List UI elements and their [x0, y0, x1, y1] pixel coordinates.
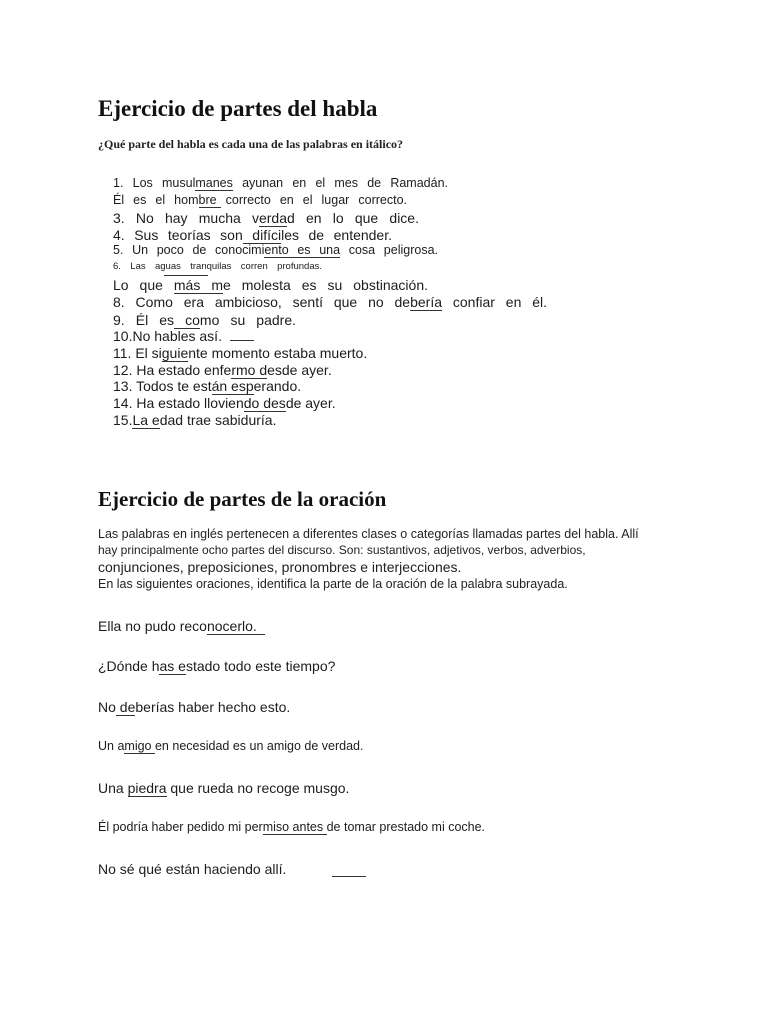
- exercise-item: 4. Sus teorías son difíciles de entender.: [113, 227, 393, 243]
- intro-line: En las siguientes oraciones, identifica la parte de la oración de la palabra subrayada.: [98, 577, 568, 591]
- intro-line: Las palabras en inglés pertenecen a diferentes clases o categorías llamadas partes del habla. Allí: [98, 527, 639, 541]
- answer-blank: [230, 328, 254, 341]
- sentence: Ella no pudo reconocerlo.: [98, 618, 265, 634]
- section1-title: Ejercicio de partes del habla: [98, 96, 378, 121]
- exercise-item: 8. Como era ambicioso, sentí que no debería confiar en él.: [113, 294, 548, 310]
- section2-title: Ejercicio de partes de la oración: [98, 487, 387, 511]
- answer-blank: [164, 263, 208, 276]
- exercise-item: 12. Ha estado enfermo desde ayer.: [113, 362, 332, 378]
- intro-line: hay principalmente ocho partes del discurso. Son: sustantivos, adjetivos, verbos, adverbios,: [98, 543, 586, 557]
- sentence: Él podría haber pedido mi permiso antes de tomar prestado mi coche.: [98, 820, 486, 834]
- exercise-item: 14. Ha estado lloviendo desde ayer.: [113, 395, 336, 411]
- exercise-item: 15.La edad trae sabiduría.: [113, 412, 277, 428]
- sentence: Una piedra que rueda no recoge musgo.: [98, 780, 350, 796]
- exercise-item: Él es el hombre correcto en el lugar correcto.: [113, 193, 407, 207]
- sentence: ¿Dónde has estado todo este tiempo?: [98, 658, 336, 674]
- exercise-item: Lo que más me molesta es su obstinación.: [113, 277, 428, 293]
- exercise-item: 9. Él es como su padre.: [113, 312, 296, 328]
- exercise-item: 1. Los musulmanes ayunan en el mes de Ramadán.: [113, 176, 448, 190]
- answer-blank: [332, 864, 366, 877]
- exercise-item: 3. No hay mucha verdad en lo que dice.: [113, 210, 419, 226]
- intro-line: conjunciones, preposiciones, pronombres e interjecciones.: [98, 559, 462, 575]
- exercise-item: 11. El siguiente momento estaba muerto.: [113, 345, 368, 361]
- exercise-item: 5. Un poco de conocimiento es una cosa peligrosa.: [113, 243, 438, 257]
- exercise-item: 10.No hables así.: [113, 328, 254, 344]
- section1-instruction: ¿Qué parte del habla es cada una de las palabras en itálico?: [98, 137, 404, 151]
- exercise-item: 13. Todos te están esperando.: [113, 378, 302, 394]
- exercise-item: 6. Las aguas tranquilas corren profundas.: [113, 261, 322, 272]
- sentence: Un amigo en necesidad es un amigo de verdad.: [98, 739, 364, 753]
- sentence: No deberías haber hecho esto.: [98, 699, 291, 715]
- sentence: No sé qué están haciendo allí.: [98, 861, 287, 877]
